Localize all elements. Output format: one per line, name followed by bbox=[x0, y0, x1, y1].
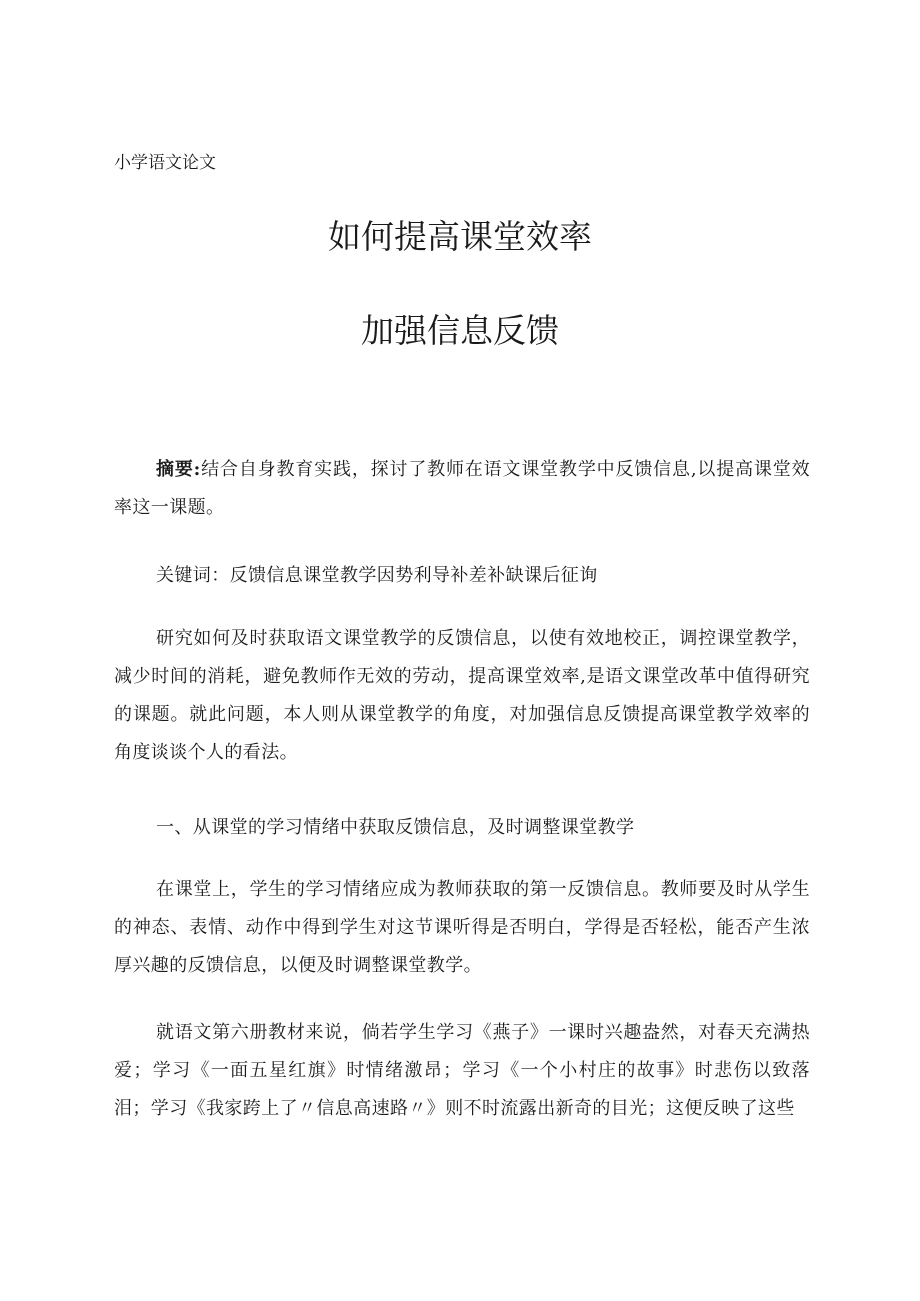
document-category: 小学语文论文 bbox=[114, 153, 216, 173]
section1-heading: 一、从课堂的学习情绪中获取反馈信息，及时调整课堂教学 bbox=[156, 817, 635, 838]
abstract-text: 结合自身教育实践，探讨了教师在语文课堂教学中反馈信息,以提高课堂效率这一课题。 bbox=[114, 459, 810, 518]
document-title-line-1: 如何提高课堂效率 bbox=[328, 217, 592, 256]
section1-paragraph-2: 就语文第六册教材来说，倘若学生学习《燕子》一课时兴趣盎然，对春天充满热爱；学习《一面五星红旗》时情绪激昂；学习《一个小村庄的故事》时悲伤以致落泪；学习《我家跨上了〃信息高速路〃》则不时流露出新奇的目光；这便反映了这些 bbox=[114, 1022, 810, 1119]
abstract-label: 摘要: bbox=[156, 459, 201, 480]
document-title-line-2: 加强信息反馈 bbox=[361, 311, 559, 350]
abstract-paragraph bbox=[114, 451, 810, 527]
intro-paragraph: 研究如何及时获取语文课堂教学的反馈信息，以使有效地校正，调控课堂教学，减少时间的消耗，避免教师作无效的劳动，提高课堂效率,是语文课堂改革中值得研究的课题。就此问题，本人则从课堂教学的角度，对加强信息反馈提高课堂教学效率的角度谈谈个人的看法。 bbox=[114, 628, 810, 763]
keywords-paragraph: 关键词：反馈信息课堂教学因势利导补差补缺课后征询 bbox=[156, 565, 598, 586]
section1-paragraph-1: 在课堂上，学生的学习情绪应成为教师获取的第一反馈信息。教师要及时从学生的神态、表情、动作中得到学生对这节课听得是否明白，学得是否轻松，能否产生浓厚兴趣的反馈信息，以便及时调整课堂教学。 bbox=[114, 879, 810, 976]
